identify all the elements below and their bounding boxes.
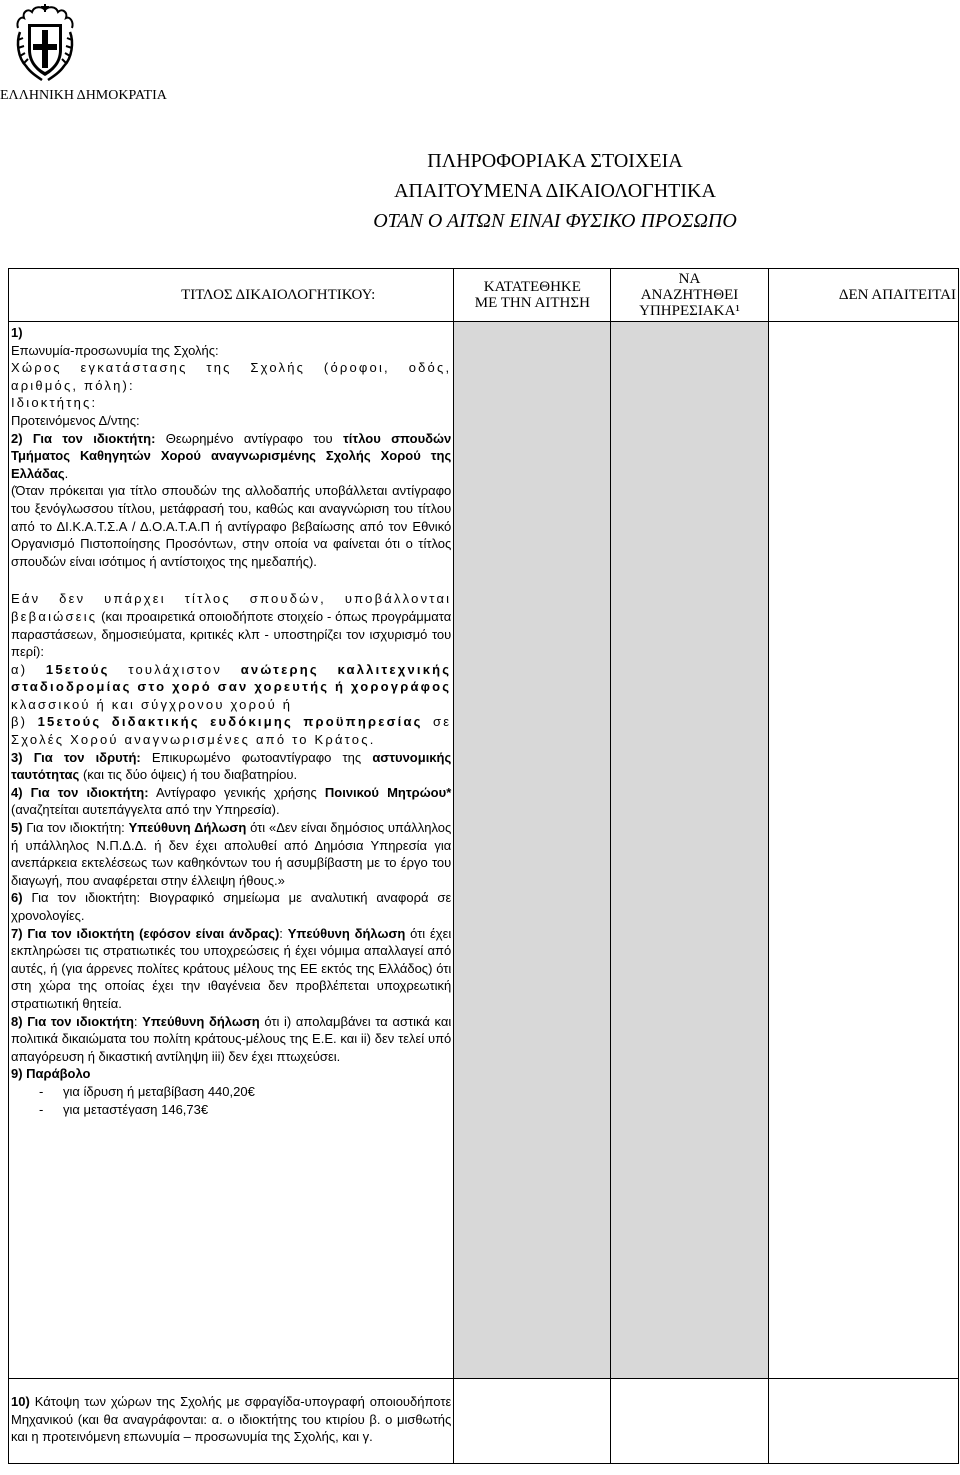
documents-list-cell xyxy=(9,322,454,1379)
submitted-cell xyxy=(454,322,611,1379)
heading-line-2: ΑΠΑΙΤΟΥΜΕΝΑ ΔΙΚΑΙΟΛΟΓΗΤΙΚΑ xyxy=(394,180,716,202)
item-2: 2) Για τον ιδιοκτήτη: Θεωρημένο αντίγραφο του τίτλου σπουδών Τμήματος Καθηγητών Χορού αναγνωρισμένης Σχολής Χορού της Ελλάδας. xyxy=(11,430,452,481)
item-10-cell xyxy=(9,1379,454,1464)
item-9: 9) Παράβολο xyxy=(11,1066,91,1082)
table-row xyxy=(9,1379,959,1464)
page-heading xyxy=(0,146,960,236)
not-required-cell xyxy=(768,322,958,1379)
heading-line-3: ΟΤΑΝ Ο ΑΙΤΩΝ ΕΙΝΑΙ ΦΥΣΙΚΟ ΠΡΟΣΩΠΟ xyxy=(373,210,737,232)
item-4: 4) Για τον ιδιοκτήτη: Αντίγραφο γενικής χρήσης Ποινικού Μητρώου* (αναζητείται αυτεπάγγελτα από την Υπηρεσία). xyxy=(11,784,452,818)
greek-coat-of-arms-icon xyxy=(12,2,78,82)
search-cell xyxy=(611,322,768,1379)
item-2-note: (Όταν πρόκειται για τίτλο σπουδών της αλλοδαπής υποβάλλεται αντίγραφο του ξενόγλωσσου τίτλου, μετάφρασή του, καθώς και αναγνώριση του τίτλου από το ΔΙ.Κ.Α.Τ.Σ.Α / Δ.Ο.Α.Τ.Α.Π ή αντίγραφο βεβαίωσης από τον Εθνικό Οργανισμό Πιστοποίησης Προσόντων, στην οποία να φαίνεται ότι ο τίτλος σπουδών είναι ισότιμος ή αντίστοιχος της ημεδαπής). xyxy=(11,483,452,569)
heading-line-1: ΠΛΗΡΟΦΟΡΙΑΚΑ ΣΤΟΙΧΕΙΑ xyxy=(427,150,683,172)
item-1-director: Προτεινόμενος Δ/ντης: xyxy=(11,412,140,428)
item-1-owner: Ιδιοκτήτης: xyxy=(11,395,98,411)
item-3: 3) Για τον ιδρυτή: Επικυρωμένο φωτοαντίγραφο της αστυνομικής ταυτότητας (και τις δύο όψεις) ή του διαβατηρίου. xyxy=(11,749,452,783)
column-header-not-required: ΔΕΝ ΑΠΑΙΤΕΙΤΑΙ xyxy=(768,269,958,322)
item-9-fee-founding: - για ίδρυση ή μεταβίβαση 440,20€ xyxy=(39,1083,255,1099)
column-header-title: ΤΙΤΛΟΣ ΔΙΚΑΙΟΛΟΓΗΤΙΚΟΥ: xyxy=(9,269,454,322)
documents-table xyxy=(8,268,959,1464)
item-6: 6) Για τον ιδιοκτήτη: Βιογραφικό σημείωμα με αναλυτική αναφορά σε χρονολογίες. xyxy=(11,890,452,923)
item-2-alternative-a: α) 15ετούς τουλάχιστον ανώτερης καλλιτεχνικής σταδιοδρομίας στο χορό σαν χορευτής ή χορογράφος κλασσικού ή και σύγχρονου χορού ή xyxy=(11,661,452,712)
item-7: 7) Για τον ιδιοκτήτη (εφόσον είναι άνδρας): Υπεύθυνη δήλωση ότι έχει εκπληρώσει τις στρατιωτικές του υποχρεώσεις ή έχει νόμιμα απαλλαγεί από αυτές, ή (για άρρενες πολίτες κράτους μέλους της ΕΕ εκτός της Ελλάδος) ότι στη χώρα της οποίας έχει την ιθαγένεια δεν προβλέπεται υποχρεωτική στρατιωτική θητεία. xyxy=(11,925,452,1011)
item-8: 8) Για τον ιδιοκτήτη: Υπεύθυνη δήλωση ότι i) απολαμβάνει τα αστικά και πολιτικά δικαιώματα του πολίτη κράτους-μέλους της Ε.Ε. και ii) δεν τελεί υπό απαγόρευση ή δικαστική αντίληψη iii) δεν έχει πτωχεύσει. xyxy=(11,1013,452,1064)
item-10: 10) Κάτοψη των χώρων της Σχολής με σφραγίδα-υπογραφή οποιουδήποτε Μηχανικού (και θα αναγράφονται: α. ο ιδιοκτήτης του κτιρίου β. ο μισθωτής και η προτεινόμενη επωνυμία – προσωνυμία της Σχολής, και γ. xyxy=(11,1394,452,1445)
column-header-search: ΝΑ ΑΝΑΖΗΤΗΘΕΙ ΥΠΗΡΕΣΙΑΚΑ¹ xyxy=(611,269,768,322)
item-1-location: Χώρος εγκατάστασης της Σχολής (όροφοι, οδός, αριθμός, πόλη): xyxy=(11,360,452,393)
item-1-school-name: Επωνυμία-προσωνυμία της Σχολής: xyxy=(11,342,219,358)
search-cell xyxy=(611,1379,768,1464)
item-1-number: 1) xyxy=(11,325,23,340)
item-5: 5) Για τον ιδιοκτήτη: Υπεύθυνη Δήλωση ότι «Δεν είναι δημόσιος υπάλληλος ή υπάλληλος Ν.Π.Δ.Δ. ή δεν έχει απολυθεί από Δημόσια Υπηρεσία για ανεπάρκεια εκτελέσεως των καθηκόντων του ή ασυμβίβαστη με το έργο του διαγωγή, που αναφέρεται στην έλλειψη ήθους.» xyxy=(11,820,452,888)
table-header-row xyxy=(9,269,959,322)
item-9-fee-relocation: - για μεταστέγαση 146,73€ xyxy=(39,1101,209,1117)
table-row xyxy=(9,322,959,1379)
item-2-alternative: Εάν δεν υπάρχει τίτλος σπουδών, υποβάλλονται βεβαιώσεις (και προαιρετικά οποιοδήποτε στοιχείο - όπως προγράμματα παραστάσεων, δημοσιεύματα, κριτικές κλπ - υποστηρίζει τον ισχυρισμό του περί): xyxy=(11,591,452,660)
submitted-cell xyxy=(454,1379,611,1464)
issuer-name: ΕΛΛΗΝΙΚΗ ΔΗΜΟΚΡΑΤΙΑ xyxy=(0,88,167,103)
item-2-alternative-b: β) 15ετούς διδακτικής ευδόκιμης προϋπηρεσίας σε Σχολές Χορού αναγνωρισμένες από το Κράτος. xyxy=(11,714,452,748)
not-required-cell xyxy=(768,1379,958,1464)
column-header-submitted: ΚΑΤΑΤΕΘΗΚΕ ΜΕ ΤΗΝ ΑΙΤΗΣΗ xyxy=(454,269,611,322)
